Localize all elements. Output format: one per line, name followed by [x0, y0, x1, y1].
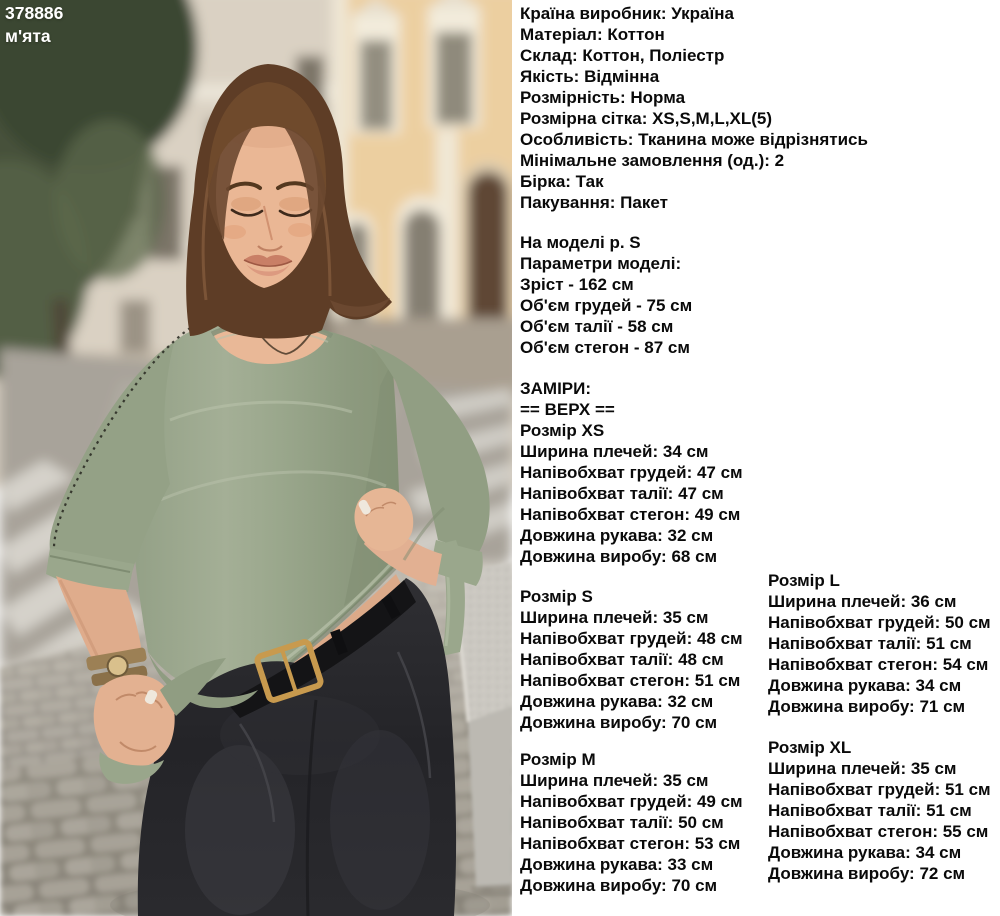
text-line: Довжина рукава: 33 см: [520, 855, 714, 874]
text-line: Пакування: Пакет: [520, 193, 668, 212]
article-number: 378886: [5, 3, 64, 23]
text-line: Об'єм талії - 58 см: [520, 317, 674, 336]
text-line: Напівобхват стегон: 55 см: [768, 822, 989, 841]
product-specs: [520, 3, 868, 213]
text-line: Напівобхват стегон: 51 см: [520, 671, 741, 690]
text-line: == ВЕРХ ==: [520, 400, 615, 419]
text-line: Напівобхват стегон: 53 см: [520, 834, 741, 853]
text-line: Довжина виробу: 72 см: [768, 864, 966, 883]
text-line: Мінімальне замовлення (од.): 2: [520, 151, 785, 170]
text-line: Довжина виробу: 70 см: [520, 713, 718, 732]
text-line: Розмір XL: [768, 738, 852, 757]
photo-overlay-label: [5, 2, 63, 48]
text-line: Напівобхват грудей: 48 см: [520, 629, 743, 648]
text-line: Зріст - 162 см: [520, 275, 634, 294]
text-line: Напівобхват талії: 47 см: [520, 484, 724, 503]
text-line: Напівобхват грудей: 50 см: [768, 613, 991, 632]
text-line: Напівобхват талії: 51 см: [768, 634, 972, 653]
text-line: Розмір XS: [520, 421, 605, 440]
size-l-measurements: [768, 570, 991, 717]
text-line: Ширина плечей: 35 см: [768, 759, 957, 778]
text-line: Розмірна сітка: XS,S,M,L,XL(5): [520, 109, 773, 128]
model-params: [520, 232, 692, 358]
text-line: Напівобхват грудей: 51 см: [768, 780, 991, 799]
text-line: Об'єм стегон - 87 см: [520, 338, 690, 357]
text-line: Бірка: Так: [520, 172, 604, 191]
text-line: Довжина рукава: 32 см: [520, 526, 714, 545]
text-line: Розмір M: [520, 750, 596, 769]
text-line: Напівобхват грудей: 47 см: [520, 463, 743, 482]
color-name: м'ята: [5, 26, 51, 46]
text-line: Напівобхват талії: 48 см: [520, 650, 724, 669]
text-line: Ширина плечей: 35 см: [520, 608, 709, 627]
text-line: Параметри моделі:: [520, 254, 682, 273]
text-line: Розмір S: [520, 587, 593, 606]
text-line: Матеріал: Коттон: [520, 25, 665, 44]
text-line: Розмір L: [768, 571, 840, 590]
text-line: Розмірність: Норма: [520, 88, 686, 107]
text-line: Довжина виробу: 70 см: [520, 876, 718, 895]
text-line: Довжина рукава: 34 см: [768, 843, 962, 862]
text-line: Довжина виробу: 71 см: [768, 697, 966, 716]
text-line: Напівобхват талії: 51 см: [768, 801, 972, 820]
text-line: Ширина плечей: 35 см: [520, 771, 709, 790]
text-line: Довжина рукава: 34 см: [768, 676, 962, 695]
size-xl-measurements: [768, 737, 991, 884]
text-line: Ширина плечей: 36 см: [768, 592, 957, 611]
text-line: Напівобхват стегон: 49 см: [520, 505, 741, 524]
text-line: Напівобхват грудей: 49 см: [520, 792, 743, 811]
dark-door: [468, 172, 508, 318]
text-line: На моделі р. S: [520, 233, 641, 252]
measurements-xs: [520, 378, 743, 567]
text-line: ЗАМІРИ:: [520, 379, 592, 398]
text-line: Довжина рукава: 32 см: [520, 692, 714, 711]
size-m-measurements: [520, 749, 743, 896]
text-line: Склад: Коттон, Поліестр: [520, 46, 725, 65]
text-line: Напівобхват стегон: 54 см: [768, 655, 989, 674]
text-line: Напівобхват талії: 50 см: [520, 813, 724, 832]
text-line: Країна виробник: Україна: [520, 4, 735, 23]
yellow-building: [332, 0, 512, 400]
size-s-measurements: [520, 586, 743, 733]
text-line: Якість: Відмінна: [520, 67, 660, 86]
text-line: Особливість: Тканина може відрізнятись: [520, 130, 868, 149]
text-line: Довжина виробу: 68 см: [520, 547, 718, 566]
text-line: Об'єм грудей - 75 см: [520, 296, 693, 315]
text-line: Ширина плечей: 34 см: [520, 442, 709, 461]
